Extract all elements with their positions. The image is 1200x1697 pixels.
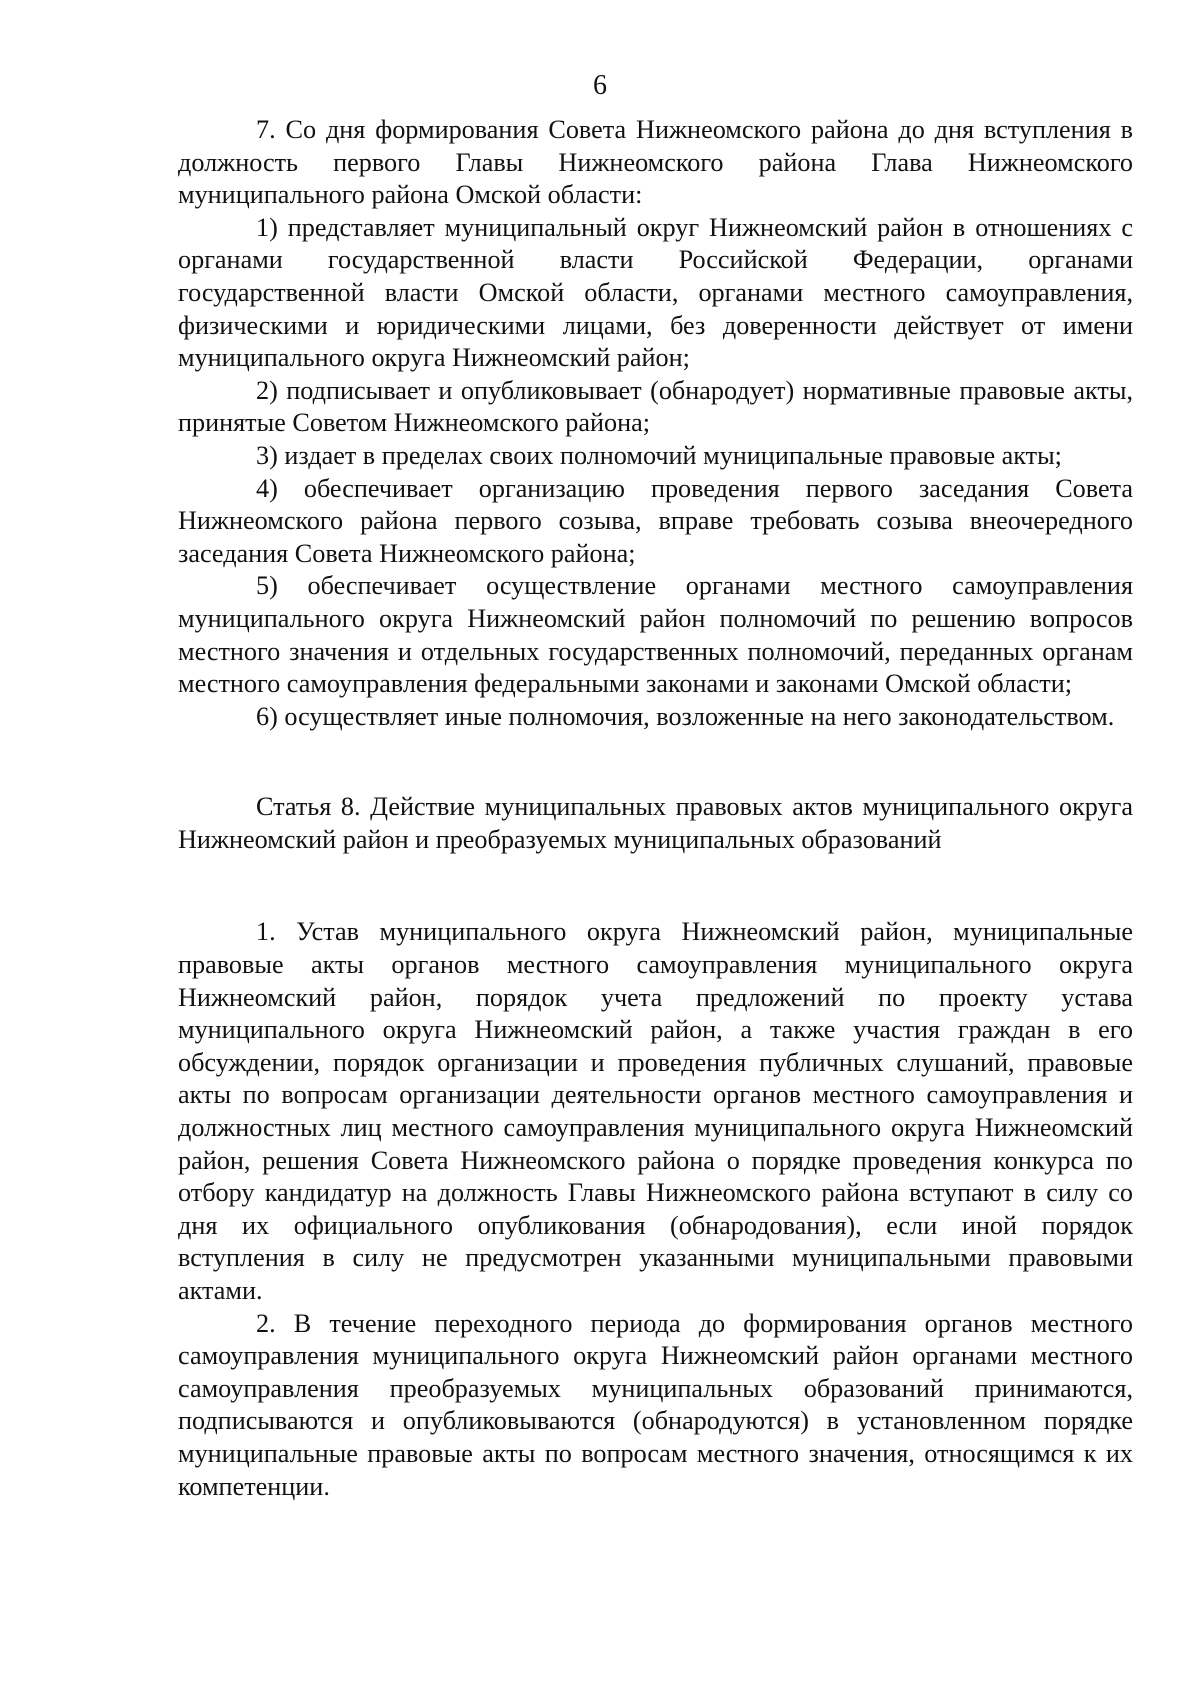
article-8-title: Статья 8. Действие муниципальных правовых актов муниципального округа Нижнеомский район и преобразуемых муниципальных образований <box>178 792 1133 854</box>
section-7-item-1: 1) представляет муниципальный округ Нижнеомский район в отношениях с органами государственной власти Российской Федерации, органами государственной власти Омской области, органами местного самоуправления, физическими и юридическими лицами, без доверенности действует от имени муниципального округа Нижнеомский район; <box>178 212 1133 373</box>
section-7-item-2: 2) подписывает и опубликовывает (обнародует) нормативные правовые акты, принятые Советом Нижнеомского района; <box>178 375 1133 438</box>
spacer <box>178 856 1133 916</box>
page-number: 6 <box>593 70 607 101</box>
article-8-paragraph-1: 1. Устав муниципального округа Нижнеомский район, муниципальные правовые акты органов местного самоуправления муниципального округа Нижнеомский район, порядок учета предложений по проекту устава муниципального округа Нижнеомский район, а также участия граждан в его обсуждении, порядок организации и проведения публичных слушаний, правовые акты по вопросам организации деятельности органов местного самоуправления и должностных лиц местного самоуправления муниципального округа Нижнеомский район, решения Совета Нижнеомского района о порядке проведения конкурса по отбору кандидатур на должность Главы Нижнеомского района вступают в силу со дня их официального опубликования (обнародования), если иной порядок вступления в силу не предусмотрен указанными муниципальными правовыми актами. <box>178 917 1133 1305</box>
article-8-paragraph-2: 2. В течение переходного периода до формирования органов местного самоуправления муниципального округа Нижнеомский район органами местного самоуправления преобразуемых муниципальных образований принимаются, подписываются и опубликовываются (обнародуются) в установленном порядке муниципальные правовые акты по вопросам местного значения, относящимся к их компетенции. <box>178 1308 1133 1501</box>
document-body <box>178 114 1133 1503</box>
section-7-item-5: 5) обеспечивает осуществление органами местного самоуправления муниципального округа Нижнеомский район полномочий по решению вопросов местного значения и отдельных государственных полномочий, переданных органам местного самоуправления федеральными законами и законами Омской области; <box>178 571 1133 699</box>
section-7-item-6: 6) осуществляет иные полномочия, возложенные на него законодательством. <box>256 701 1115 731</box>
section-7-item-4: 4) обеспечивает организацию проведения первого заседания Совета Нижнеомского района первого созыва, вправе требовать созыва внеочередного заседания Совета Нижнеомского района; <box>178 473 1133 568</box>
spacer <box>178 733 1133 791</box>
section-7-item-3: 3) издает в пределах своих полномочий муниципальные правовые акты; <box>256 440 1062 470</box>
section-7-intro: 7. Со дня формирования Совета Нижнеомского района до дня вступления в должность первого Главы Нижнеомского района Глава Нижнеомского муниципального района Омской области: <box>178 115 1133 210</box>
